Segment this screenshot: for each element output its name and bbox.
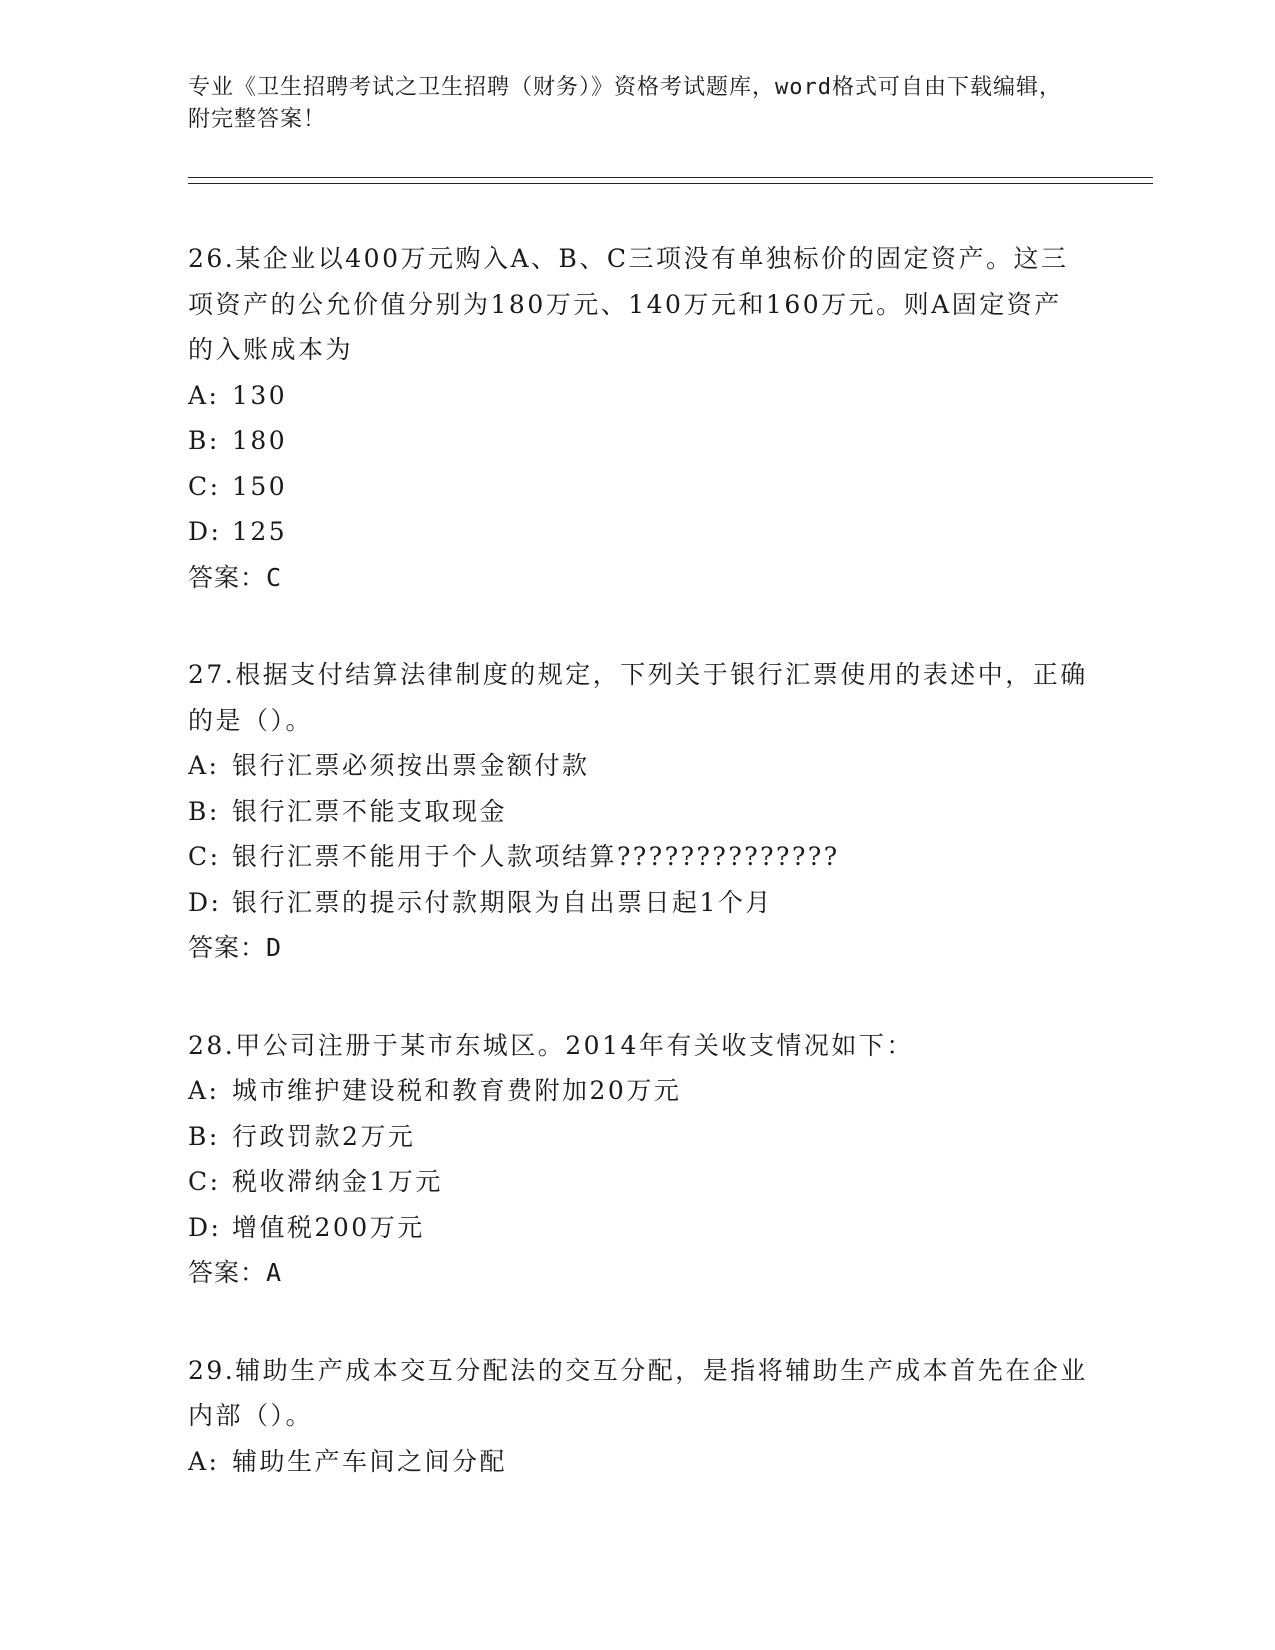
option-text: 银行汇票不能用于个人款项结算?????????????? [232, 842, 840, 871]
question-stem: 26.某企业以400万元购入A、B、C三项没有单独标价的固定资产。这三项资产的公允价值分别为180万元、140万元和160万元。则A固定资产的入账成本为 [188, 244, 1069, 364]
option-c [188, 464, 1088, 510]
header-rule-top [188, 177, 1153, 178]
option-text: 税收滞纳金1万元 [232, 1167, 443, 1196]
option-letter: D: [188, 1212, 222, 1242]
option-letter: A: [188, 380, 220, 410]
question-stem: 27.根据支付结算法律制度的规定，下列关于银行汇票使用的表述中，正确的是（）。 [188, 660, 1088, 735]
option-letter: A: [188, 751, 220, 780]
option-text: 125 [232, 517, 288, 546]
option-c [188, 834, 1088, 880]
option-a [188, 1068, 1088, 1114]
question-26 [188, 236, 1088, 600]
option-d [188, 1205, 1088, 1251]
option-c [188, 1159, 1088, 1205]
option-text: 增值税200万元 [232, 1212, 425, 1242]
option-b [188, 1114, 1088, 1160]
option-a [188, 1439, 1088, 1485]
question-29 [188, 1348, 1088, 1485]
option-text: 辅助生产车间之间分配 [232, 1446, 508, 1476]
answer-line: 答案：D [188, 933, 283, 962]
option-b [188, 789, 1088, 835]
option-a [188, 373, 1088, 419]
option-b [188, 418, 1088, 464]
option-text: 150 [232, 471, 288, 501]
option-letter: C: [188, 842, 221, 871]
option-d [188, 880, 1088, 926]
option-letter: B: [188, 426, 220, 455]
option-letter: C: [188, 471, 221, 501]
option-text: 银行汇票必须按出票金额付款 [232, 751, 590, 780]
option-letter: B: [188, 1121, 220, 1151]
question-27 [188, 652, 1088, 971]
question-28 [188, 1023, 1088, 1296]
option-text: 银行汇票的提示付款期限为自出票日起1个月 [232, 887, 773, 917]
header-rule-bottom [188, 183, 1153, 184]
answer-line: 答案：A [188, 1258, 283, 1287]
option-text: 城市维护建设税和教育费附加20万元 [232, 1076, 682, 1105]
option-letter: D: [188, 517, 222, 546]
option-d [188, 509, 1088, 555]
option-a [188, 743, 1088, 789]
option-letter: A: [188, 1446, 220, 1476]
answer-line: 答案：C [188, 562, 283, 592]
option-text: 行政罚款2万元 [232, 1121, 416, 1151]
option-text: 180 [232, 426, 288, 455]
document-header: 专业《卫生招聘考试之卫生招聘（财务）》资格考试题库，word格式可自由下载编辑，附完整答案！ [188, 75, 1062, 132]
option-letter: C: [188, 1167, 221, 1196]
question-stem: 29.辅助生产成本交互分配法的交互分配，是指将辅助生产成本首先在企业内部（）。 [188, 1355, 1088, 1430]
option-letter: A: [188, 1076, 220, 1105]
option-letter: B: [188, 796, 220, 826]
option-text: 130 [232, 380, 288, 410]
option-letter: D: [188, 887, 222, 917]
option-text: 银行汇票不能支取现金 [232, 796, 508, 826]
question-list [188, 236, 1088, 1536]
question-stem: 28.甲公司注册于某市东城区。2014年有关收支情况如下： [188, 1030, 914, 1060]
